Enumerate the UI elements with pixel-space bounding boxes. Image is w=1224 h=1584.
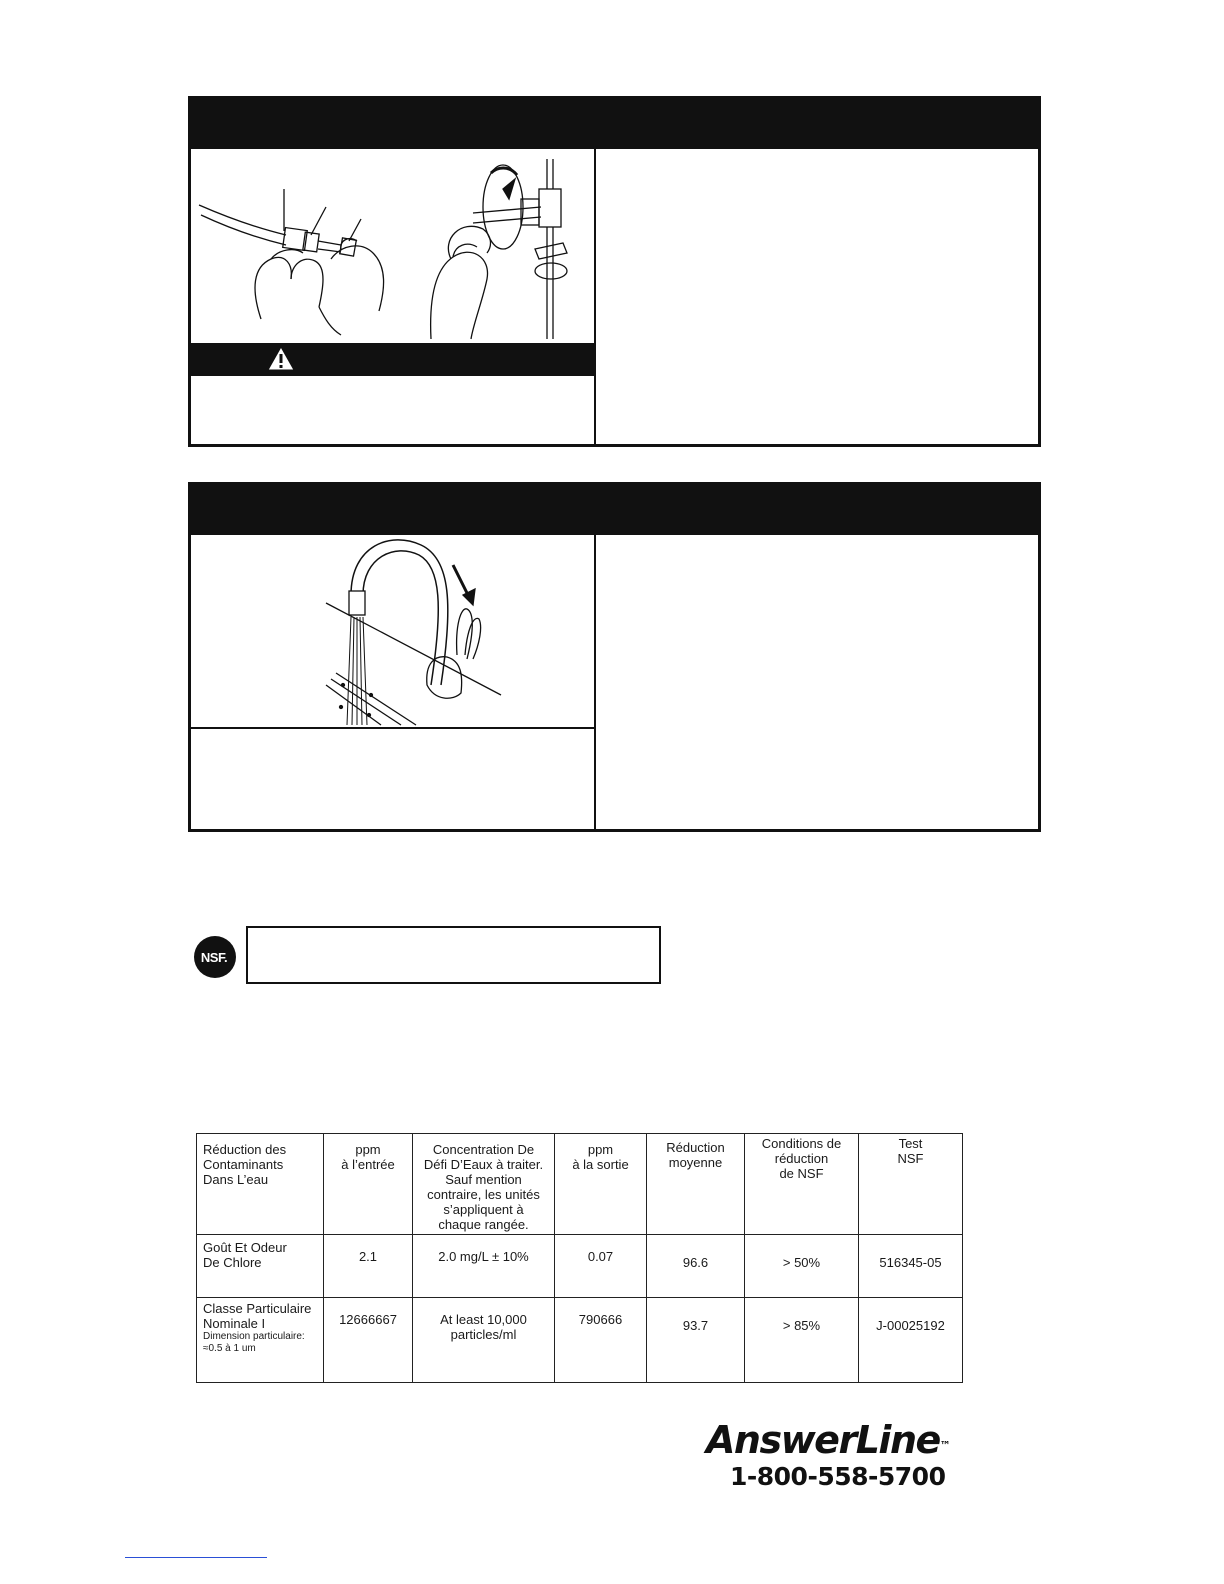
brand-phone: 1-800-558-5700	[730, 1462, 946, 1491]
svg-text:NSF.: NSF.	[200, 950, 228, 965]
answerline-brand	[706, 1418, 966, 1492]
cell-nsf-condition: > 50%	[745, 1235, 859, 1298]
header-ppm-out: ppm à la sortie	[555, 1134, 647, 1235]
cell-contaminant: Classe Particulaire Nominale I Dimension particulaire: ≈0.5 à 1 um	[197, 1298, 324, 1383]
panel-1-header	[191, 99, 1038, 149]
warning-icon	[267, 346, 295, 371]
bottom-rule	[125, 1557, 267, 1558]
cell-contaminant: Goût Et Odeur De Chlore	[197, 1235, 324, 1298]
instruction-panel-2	[188, 482, 1041, 832]
cell-nsf-condition: > 85%	[745, 1298, 859, 1383]
header-avg-reduction: Réduction moyenne	[647, 1134, 745, 1235]
header-challenge: Concentration De Défi D’Eaux à traiter. Sauf mention contraire, les unités s’appliquent à chaque rangée.	[413, 1134, 555, 1235]
table-row	[197, 1298, 963, 1383]
brand-name: AnswerLine™	[706, 1418, 951, 1462]
panel-1-divider	[594, 149, 596, 444]
cell-nsf-test: 516345-05	[859, 1235, 963, 1298]
nsf-certification-box	[246, 926, 661, 984]
cell-challenge: At least 10,000 particles/ml	[413, 1298, 555, 1383]
performance-data-table	[196, 1133, 963, 1383]
header-nsf-condition: Conditions de réduction de NSF	[745, 1134, 859, 1235]
fitting-illustration	[191, 149, 594, 343]
panel-2-caption-rule	[191, 727, 594, 729]
cell-challenge: 2.0 mg/L ± 10%	[413, 1235, 555, 1298]
cell-ppm-in: 12666667	[324, 1298, 413, 1383]
panel-2-header	[191, 485, 1038, 535]
panel-2-divider	[594, 535, 596, 829]
instruction-panel-1	[188, 96, 1041, 447]
header-ppm-in: ppm à l’entrée	[324, 1134, 413, 1235]
warning-bar	[191, 343, 594, 376]
cell-nsf-test: J-00025192	[859, 1298, 963, 1383]
cell-ppm-in: 2.1	[324, 1235, 413, 1298]
faucet-illustration	[191, 535, 594, 727]
table-row	[197, 1235, 963, 1298]
cell-avg-reduction: 93.7	[647, 1298, 745, 1383]
cell-ppm-out: 0.07	[555, 1235, 647, 1298]
cell-ppm-out: 790666	[555, 1298, 647, 1383]
header-contaminant: Réduction des Contaminants Dans L’eau	[197, 1134, 324, 1235]
header-nsf-test: Test NSF	[859, 1134, 963, 1235]
nsf-logo	[193, 935, 237, 979]
cell-avg-reduction: 96.6	[647, 1235, 745, 1298]
table-header-row	[197, 1134, 963, 1235]
